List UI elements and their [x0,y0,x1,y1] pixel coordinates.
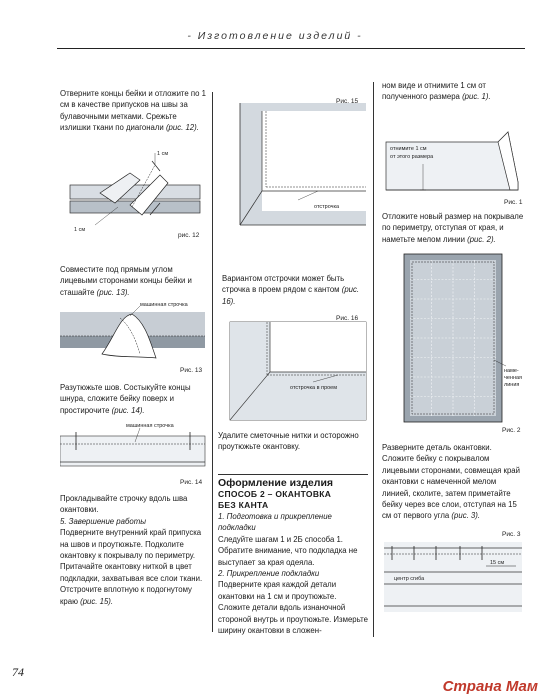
figure-reference: (рис. 15). [80,596,114,606]
figure-2 [398,250,526,436]
column-1-part3 [60,382,206,416]
figure-reference: (рис. 13). [96,287,130,297]
subheading: 5. Завершение работы [60,516,146,526]
paragraph: Разутюжьте шов. Состыкуйте концы шнура, сложите бейку поверх и простирочите (рис. 14). [60,383,191,415]
paragraph: Прокладывайте строчку вдоль шва окантовки. [60,494,188,515]
paragraph: Подверните края каждой детали окантовки на 1 см и проутюжьте. Сложите детали вдоль изнаночной стороной внутрь и проутюжьте. Измерьте ширину окантовки в сложен- [218,580,368,636]
figure-label: 15 см [490,560,505,566]
figure-reference: (рис. 16). [222,285,360,306]
figure-label-line: отнимите 1 см [390,146,427,152]
figure-16 [218,312,370,422]
figure-caption: Рис. 14 [180,479,203,486]
paragraph: Разверните деталь окантовки. Сложите бейку с покрывалом лицевыми сторонами, совмещая край окантовки с намеченной мелом линией, сколите, затем приметайте бейку через все слои, отступая на 15 см от первого угла (рис. 3). [382,443,520,521]
figure-label: машинная строчка [140,302,188,308]
paragraph: Вариантом отстрочки может быть строчка в проем рядом с кантом (рис. 16). [222,274,360,306]
figure-label: отстрочка [314,204,340,210]
figure-12 [60,145,210,245]
figure-reference: (рис. 14). [111,405,145,415]
page-number: 74 [12,665,24,679]
figure-label [390,146,427,152]
paragraph: ном виде и отнимите 1 см от полученного размера (рис. 1). [382,81,491,102]
column-2-part2 [218,430,368,453]
watermark-logo: Страна Мам [442,678,538,695]
column-divider-2 [373,82,374,637]
figure-15 [218,95,370,235]
section-title: Оформление изделия [218,477,334,489]
section-subtitle: СПОСОБ 2 – ОКАНТОВКА [218,489,332,499]
figure-reference: (рис. 12). [165,123,199,133]
figure-3 [378,526,528,626]
figure-caption: рис. 12 [178,232,200,239]
column-2-part3 [218,474,370,636]
section-rule [218,474,368,475]
figure-reference: (рис. 1). [462,92,491,102]
figure-caption: Рис. 3 [502,531,521,538]
figure-14 [60,418,210,490]
paragraph: Удалите сметочные нитки и осторожно проутюжьте окантовку. [218,431,359,452]
figure-caption: Рис. 1 [504,199,523,206]
figure-label: наме- [504,368,519,374]
section-subtitle: БЕЗ КАНТА [218,500,269,510]
figure-caption: Рис. 2 [502,427,521,434]
figure-caption: Рис. 13 [180,367,203,374]
paragraph: Отверните концы бейки и отложите по 1 см в качестве припусков на швы за булавочными метками. Срежьте излишки ткани по диагонали (рис. 12). [60,89,206,133]
figure-13 [60,296,210,378]
paragraph: Отложите новый размер на покрывале по периметру, отступая от края, и наметьте мелом линии (рис. 2). [382,212,524,244]
paragraph: Совместите под прямым углом лицевыми сторонами концы бейки и сташайте (рис. 13). [60,265,192,297]
figure-caption: Рис. 16 [336,315,359,322]
running-header: - Изготовление изделий - [187,30,363,42]
figure-label: отстрочка в проем [290,385,338,391]
column-divider-1 [212,92,213,632]
figure-reference: (рис. 3). [451,511,481,521]
figure-caption: Рис. 15 [336,98,359,105]
column-1-part4 [60,493,206,607]
figure-label: 1 см [74,227,86,233]
figure-reference: (рис. 2). [467,234,496,244]
figure-label: ченная [504,375,523,381]
figure-label: линия [504,382,520,388]
paragraph: Отстрочите вплотную к подогнутому краю (рис. 15). [60,585,192,606]
figure-label: 1 см [157,151,169,157]
figure-1 [378,112,528,207]
figure-label: машинная строчка [126,423,174,429]
paragraph: Следуйте шагам 1 и 2Б способа 1. Обратите внимание, что подкладка не выступает за края одеяла. [218,534,358,567]
column-3-part2 [382,211,524,245]
paragraph: Подверните внутренний край припуска на швов и проутюжьте. Подколите окантовку к покрывалу по периметру. Притачайте окантовку ниткой в цвет подкладки, захватывая все слои ткани. [60,528,203,583]
figure-label-line: от этого размера [390,154,434,160]
header-rule [57,48,525,49]
column-3 [382,80,524,103]
column-2 [222,273,368,307]
column-1 [60,88,206,134]
subheading: 2. Прикрепление подкладки [218,569,320,579]
column-1-part2 [60,264,206,298]
subheading: 1. Подготовка и прикрепление подкладки [218,512,332,533]
column-3-part3 [382,442,524,522]
figure-label: центр сгиба [394,576,425,582]
